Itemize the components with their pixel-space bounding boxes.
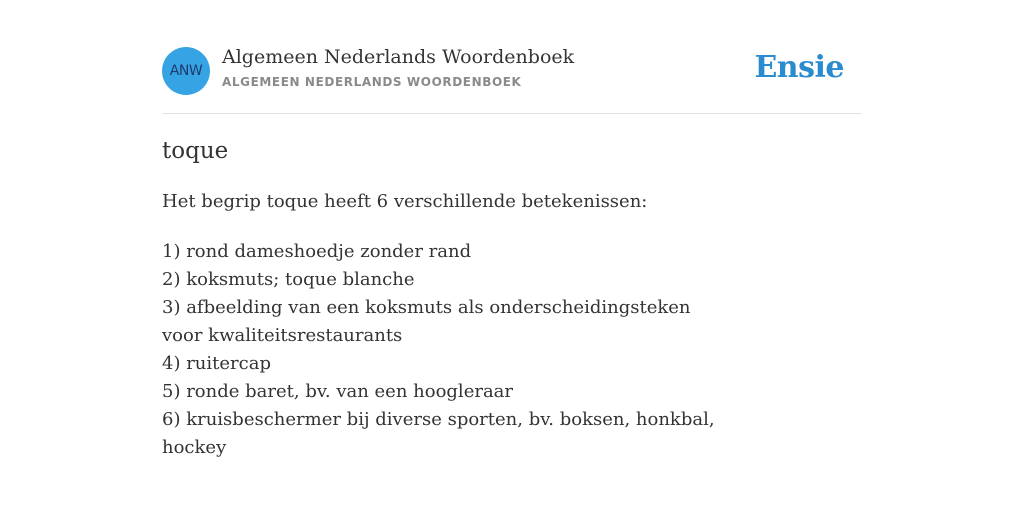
meaning-item: 3) afbeelding van een koksmuts als onderscheidingsteken voor kwaliteitsrestaurants [162, 297, 691, 346]
header-divider [162, 113, 862, 114]
meaning-item: 2) koksmuts; toque blanche [162, 269, 415, 290]
ensie-brand-link[interactable]: Ensie [754, 50, 844, 85]
meaning-item: 1) rond dameshoedje zonder rand [162, 241, 472, 262]
entry-intro: Het begrip toque heeft 6 verschillende betekenissen: [162, 191, 648, 212]
site-subtitle: ALGEMEEN NEDERLANDS WOORDENBOEK [222, 75, 522, 89]
entry-term: toque [162, 138, 229, 164]
meaning-item: 6) kruisbeschermer bij diverse sporten, bv. boksen, honkbal, hockey [162, 409, 715, 458]
meanings-list [162, 238, 722, 462]
anw-logo[interactable] [162, 47, 210, 95]
site-title[interactable]: Algemeen Nederlands Woordenboek [222, 46, 575, 68]
meaning-item: 4) ruitercap [162, 353, 271, 374]
logo-text: ANW [169, 63, 203, 79]
header [162, 46, 862, 96]
meaning-item: 5) ronde baret, bv. van een hoogleraar [162, 381, 514, 402]
